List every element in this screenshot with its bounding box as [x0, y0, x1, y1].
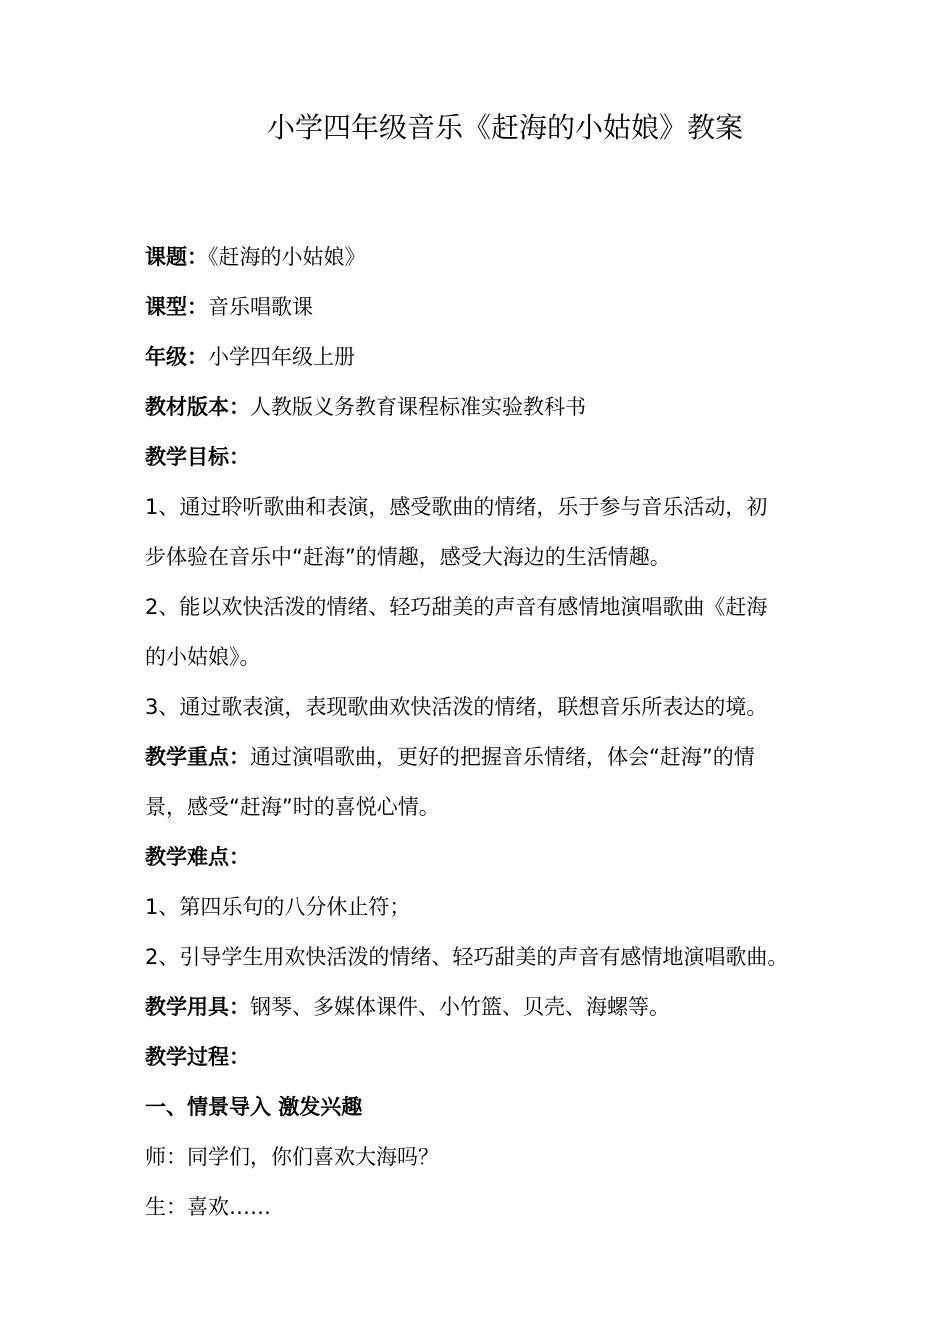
edition-line — [145, 382, 810, 432]
grade-label: 年级： — [145, 345, 208, 369]
edition-value: 人教版义务教育课程标准实验教科书 — [250, 395, 586, 419]
student-line: 生：喜欢…… — [145, 1195, 271, 1219]
key-point-line-2: 景，感受“赶海”时的喜悦心情。 — [145, 795, 440, 819]
section-1-heading: 一、情景导入 激发兴趣 — [145, 1095, 363, 1119]
tools-line — [145, 982, 810, 1032]
goal-1-line-1: 1、通过聆听歌曲和表演，感受歌曲的情绪，乐于参与音乐活动，初 — [145, 495, 768, 519]
page-title: 小学四年级音乐《赶海的小姑娘》教案 — [266, 111, 743, 144]
goals-heading: 教学目标： — [145, 445, 250, 469]
topic-label: 课题： — [145, 245, 208, 269]
goal-2-line-2: 的小姑娘》。 — [145, 645, 261, 669]
grade-line — [145, 332, 810, 382]
goal-1-line-2: 步体验在音乐中“赶海”的情趣，感受大海边的生活情趣。 — [145, 545, 671, 569]
type-line — [145, 282, 810, 332]
difficult-heading: 教学难点： — [145, 845, 250, 869]
edition-label: 教材版本： — [145, 395, 250, 419]
difficult-2-line: 2、引导学生用欢快活泼的情绪、轻巧甜美的声音有感情地演唱歌曲。 — [145, 945, 789, 969]
goal-3-line: 3、通过歌表演，表现歌曲欢快活泼的情绪，联想音乐所表达的境。 — [145, 695, 768, 719]
document-body — [145, 232, 810, 1232]
key-point-value: 通过演唱歌曲，更好的把握音乐情绪，体会“赶海”的情 — [250, 745, 755, 769]
teacher-line: 师：同学们，你们喜欢大海吗？ — [145, 1145, 439, 1169]
key-point-line-1 — [145, 732, 810, 782]
goal-2-line-1: 2、能以欢快活泼的情绪、轻巧甜美的声音有感情地演唱歌曲《赶海 — [145, 595, 768, 619]
type-label: 课型： — [145, 295, 208, 319]
process-heading: 教学过程： — [145, 1045, 250, 1069]
grade-value: 小学四年级上册 — [208, 345, 355, 369]
difficult-1-line: 1、第四乐句的八分休止符； — [145, 895, 411, 919]
tools-value: 钢琴、多媒体课件、小竹篮、贝壳、海螺等。 — [250, 995, 670, 1019]
tools-label: 教学用具： — [145, 995, 250, 1019]
topic-line — [145, 232, 810, 282]
key-point-label: 教学重点： — [145, 745, 250, 769]
type-value: 音乐唱歌课 — [208, 295, 313, 319]
topic-value: 《赶海的小姑娘》 — [208, 245, 366, 269]
